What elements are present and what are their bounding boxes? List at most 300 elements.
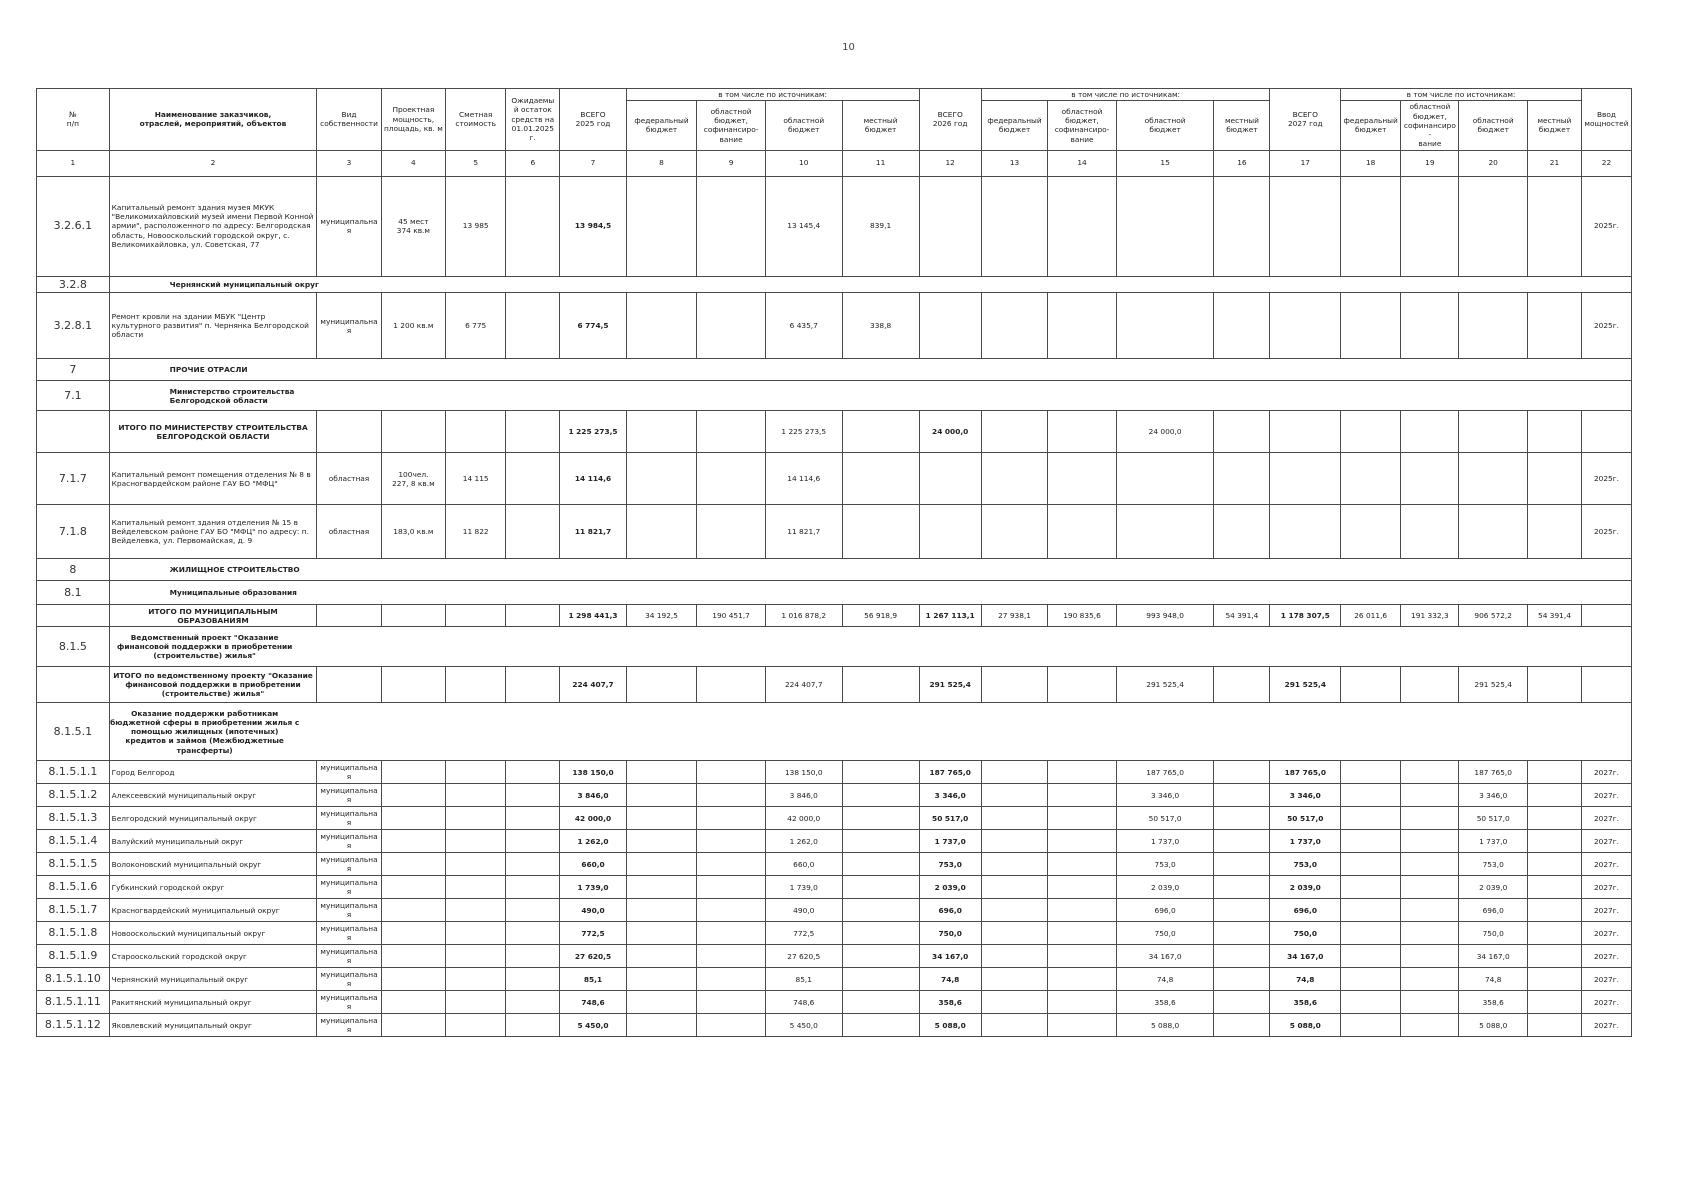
cell (1459, 453, 1528, 505)
cell (446, 1014, 506, 1037)
section-row (37, 359, 1632, 381)
row-number: 8.1.5.1.12 (37, 1014, 110, 1037)
cell: 13 985 (446, 176, 506, 276)
cell (506, 945, 560, 968)
cell: муниципальная (317, 853, 381, 876)
cell: 358,6 (1270, 991, 1341, 1014)
header-capacity: Проектная мощность, площадь, кв. м (381, 89, 445, 151)
cell (1048, 853, 1117, 876)
cell: муниципальная (317, 176, 381, 276)
cell (446, 411, 506, 453)
cell (1341, 761, 1401, 784)
cell: 191 332,3 (1401, 605, 1459, 627)
cell: 2027г. (1581, 899, 1631, 922)
cell (1048, 784, 1117, 807)
cell (981, 505, 1047, 559)
column-number: 7 (560, 150, 626, 176)
cell (981, 293, 1047, 359)
cell (1527, 176, 1581, 276)
row-name: Волоконовский муниципальный округ (109, 853, 317, 876)
header-remainder: Ожидаемы й остаток средств на 01.01.2025 г. (506, 89, 560, 151)
cell (842, 853, 919, 876)
cell (842, 411, 919, 453)
cell (1270, 293, 1341, 359)
cell: 1 178 307,5 (1270, 605, 1341, 627)
cell (506, 922, 560, 945)
cell (1341, 176, 1401, 276)
cell: 490,0 (765, 899, 842, 922)
cell (1214, 807, 1270, 830)
cell: 839,1 (842, 176, 919, 276)
cell (1527, 922, 1581, 945)
cell: 42 000,0 (560, 807, 626, 830)
row-number: 8.1 (37, 581, 110, 605)
cell: 1 739,0 (560, 876, 626, 899)
cell (1214, 876, 1270, 899)
cell: 54 391,4 (1214, 605, 1270, 627)
cell (1401, 1014, 1459, 1037)
table-row (37, 853, 1632, 876)
cell: 696,0 (1116, 899, 1214, 922)
cell: 2027г. (1581, 830, 1631, 853)
cell (1214, 830, 1270, 853)
cell (446, 899, 506, 922)
column-number: 17 (1270, 150, 1341, 176)
cell (506, 876, 560, 899)
cell (1214, 761, 1270, 784)
cell (842, 1014, 919, 1037)
cell: 187 765,0 (1459, 761, 1528, 784)
cell (1270, 453, 1341, 505)
cell (1048, 453, 1117, 505)
cell: 5 450,0 (560, 1014, 626, 1037)
column-number: 6 (506, 150, 560, 176)
cell (1116, 505, 1214, 559)
header-name: Наименование заказчиков, отраслей, мероприятий, объектов (109, 89, 317, 151)
cell: 291 525,4 (919, 667, 981, 703)
cell (842, 830, 919, 853)
cell (1341, 411, 1401, 453)
cell (981, 991, 1047, 1014)
cell (1401, 853, 1459, 876)
cell: 291 525,4 (1116, 667, 1214, 703)
cell: 56 918,9 (842, 605, 919, 627)
cell: 3 346,0 (1270, 784, 1341, 807)
cell (981, 968, 1047, 991)
header-oblcof-2027: областной бюджет, софинансиро- вание (1401, 101, 1459, 150)
column-number: 15 (1116, 150, 1214, 176)
cell (1048, 761, 1117, 784)
cell (697, 991, 766, 1014)
row-name: Капитальный ремонт здания отделения № 15 в Вейделевском районе ГАУ БО "МФЦ" по адресу: п. Вейделевка, ул. Первомайская, д. 9 (109, 505, 317, 559)
row-name: ИТОГО ПО МИНИСТЕРСТВУ СТРОИТЕЛЬСТВА БЕЛГОРОДСКОЙ ОБЛАСТИ (109, 411, 317, 453)
cell (381, 667, 445, 703)
column-number: 21 (1527, 150, 1581, 176)
row-name: Старооскольский городской округ (109, 945, 317, 968)
cell (1116, 293, 1214, 359)
cell (842, 667, 919, 703)
cell (1048, 807, 1117, 830)
cell (626, 991, 697, 1014)
cell (1401, 453, 1459, 505)
cell (1581, 667, 1631, 703)
cell (626, 505, 697, 559)
row-name: Министерство строительства Белгородской области (109, 381, 1631, 411)
column-number: 16 (1214, 150, 1270, 176)
cell: муниципальная (317, 1014, 381, 1037)
cell (626, 453, 697, 505)
row-number: 8.1.5 (37, 627, 110, 667)
table-row (37, 922, 1632, 945)
cell: 74,8 (1459, 968, 1528, 991)
table-row (37, 899, 1632, 922)
header-estimate: Сметная стоимость (446, 89, 506, 151)
cell: 6 435,7 (765, 293, 842, 359)
cell (626, 830, 697, 853)
row-number: 3.2.8.1 (37, 293, 110, 359)
cell: 5 450,0 (765, 1014, 842, 1037)
cell: 490,0 (560, 899, 626, 922)
cell: 11 821,7 (765, 505, 842, 559)
cell: 1 262,0 (560, 830, 626, 853)
cell (1214, 411, 1270, 453)
cell (981, 922, 1047, 945)
cell (626, 876, 697, 899)
cell: 2 039,0 (1459, 876, 1528, 899)
cell (1401, 945, 1459, 968)
page-number: 10 (842, 42, 855, 53)
cell: 187 765,0 (919, 761, 981, 784)
cell: 3 346,0 (919, 784, 981, 807)
row-number: 8.1.5.1.3 (37, 807, 110, 830)
cell: 3 846,0 (560, 784, 626, 807)
cell (1048, 176, 1117, 276)
cell (1341, 667, 1401, 703)
cell: 748,6 (560, 991, 626, 1014)
cell: 753,0 (1459, 853, 1528, 876)
cell (1214, 176, 1270, 276)
cell: 2 039,0 (1270, 876, 1341, 899)
cell: 2027г. (1581, 991, 1631, 1014)
header-mest-2027: местный бюджет (1527, 101, 1581, 150)
cell: 2025г. (1581, 453, 1631, 505)
cell (1527, 945, 1581, 968)
cell (317, 411, 381, 453)
cell (981, 784, 1047, 807)
table-row (37, 411, 1632, 453)
cell: 85,1 (560, 968, 626, 991)
cell (697, 293, 766, 359)
row-number: 8.1.5.1.8 (37, 922, 110, 945)
cell: 14 114,6 (560, 453, 626, 505)
cell (1527, 505, 1581, 559)
cell (1214, 991, 1270, 1014)
cell: 50 517,0 (1116, 807, 1214, 830)
table-row (37, 968, 1632, 991)
cell: 338,8 (842, 293, 919, 359)
cell (626, 945, 697, 968)
cell (506, 807, 560, 830)
cell (981, 176, 1047, 276)
header-group-2026: в том числе по источникам: (981, 89, 1270, 101)
cell: 85,1 (765, 968, 842, 991)
cell: 5 088,0 (1116, 1014, 1214, 1037)
cell (842, 807, 919, 830)
cell: муниципальная (317, 945, 381, 968)
cell: 50 517,0 (919, 807, 981, 830)
cell (1214, 293, 1270, 359)
cell: муниципальная (317, 968, 381, 991)
cell: областная (317, 505, 381, 559)
cell: 1 739,0 (765, 876, 842, 899)
cell (981, 899, 1047, 922)
table-row (37, 807, 1632, 830)
cell (381, 830, 445, 853)
cell: 2027г. (1581, 1014, 1631, 1037)
table-row (37, 876, 1632, 899)
cell (1459, 293, 1528, 359)
cell (506, 830, 560, 853)
header-oblcof-2026: областной бюджет, софинансиро- вание (1048, 101, 1117, 150)
row-name: Губкинский городской округ (109, 876, 317, 899)
row-name: Красногвардейский муниципальный округ (109, 899, 317, 922)
header-total-2027: ВСЕГО 2027 год (1270, 89, 1341, 151)
cell (981, 1014, 1047, 1037)
cell (1401, 807, 1459, 830)
cell: 34 167,0 (1459, 945, 1528, 968)
table-row (37, 945, 1632, 968)
cell (697, 784, 766, 807)
cell (1401, 899, 1459, 922)
section-row (37, 627, 1632, 667)
cell: 187 765,0 (1270, 761, 1341, 784)
cell (446, 968, 506, 991)
cell (1459, 505, 1528, 559)
cell (1048, 1014, 1117, 1037)
cell: 34 192,5 (626, 605, 697, 627)
cell (317, 667, 381, 703)
row-number: 3.2.6.1 (37, 176, 110, 276)
section-row (37, 703, 1632, 761)
cell: 2025г. (1581, 505, 1631, 559)
table-row (37, 991, 1632, 1014)
cell (381, 761, 445, 784)
cell (1527, 761, 1581, 784)
header-group-2027: в том числе по источникам: (1341, 89, 1582, 101)
table-row (37, 605, 1632, 627)
cell (1048, 293, 1117, 359)
column-number: 13 (981, 150, 1047, 176)
cell (1048, 945, 1117, 968)
cell: муниципальная (317, 899, 381, 922)
cell (506, 453, 560, 505)
cell (1048, 411, 1117, 453)
column-number: 19 (1401, 150, 1459, 176)
row-name: Валуйский муниципальный округ (109, 830, 317, 853)
cell (1214, 505, 1270, 559)
cell (446, 830, 506, 853)
cell (626, 411, 697, 453)
cell (981, 761, 1047, 784)
header-group-2025: в том числе по источникам: (626, 89, 919, 101)
cell (381, 991, 445, 1014)
cell: 2 039,0 (1116, 876, 1214, 899)
cell (1270, 411, 1341, 453)
row-name: Капитальный ремонт здания музея МКУК "Великомихайловский музей имени Первой Конной армии", расположенного по адресу: Белгородская область, Новооскольский городской округ, с. Великомихайловка, ул. Советская, 77 (109, 176, 317, 276)
cell (697, 1014, 766, 1037)
cell (446, 853, 506, 876)
cell (506, 899, 560, 922)
cell: муниципальная (317, 293, 381, 359)
cell (1116, 453, 1214, 505)
cell (1048, 876, 1117, 899)
row-number: 8.1.5.1.10 (37, 968, 110, 991)
cell (1527, 807, 1581, 830)
cell: 45 мест 374 кв.м (381, 176, 445, 276)
row-number (37, 667, 110, 703)
cell: 2025г. (1581, 176, 1631, 276)
cell (1401, 293, 1459, 359)
cell (697, 411, 766, 453)
header-obl-2027: областной бюджет (1459, 101, 1528, 150)
cell: 2027г. (1581, 784, 1631, 807)
cell (446, 876, 506, 899)
cell (446, 991, 506, 1014)
cell: 13 145,4 (765, 176, 842, 276)
column-number: 14 (1048, 150, 1117, 176)
row-number: 7.1.7 (37, 453, 110, 505)
cell (1527, 1014, 1581, 1037)
row-number: 8.1.5.1.1 (37, 761, 110, 784)
cell: 224 407,7 (765, 667, 842, 703)
cell (1401, 667, 1459, 703)
cell: 1 200 кв.м (381, 293, 445, 359)
cell (1401, 991, 1459, 1014)
cell (1401, 922, 1459, 945)
cell: 358,6 (919, 991, 981, 1014)
cell (506, 1014, 560, 1037)
cell (697, 807, 766, 830)
cell (1341, 505, 1401, 559)
row-name: Ракитянский муниципальный округ (109, 991, 317, 1014)
row-name: Город Белгород (109, 761, 317, 784)
cell: 5 088,0 (1459, 1014, 1528, 1037)
cell: 1 225 273,5 (765, 411, 842, 453)
cell (626, 761, 697, 784)
cell (381, 605, 445, 627)
cell (1527, 293, 1581, 359)
cell (1341, 453, 1401, 505)
cell (317, 605, 381, 627)
cell: 42 000,0 (765, 807, 842, 830)
cell (1270, 505, 1341, 559)
cell (1214, 667, 1270, 703)
cell (697, 761, 766, 784)
row-name: Муниципальные образования (109, 581, 1631, 605)
row-number: 8.1.5.1.4 (37, 830, 110, 853)
cell: муниципальная (317, 922, 381, 945)
cell (1401, 830, 1459, 853)
cell: 2 039,0 (919, 876, 981, 899)
column-number: 2 (109, 150, 317, 176)
table-row (37, 667, 1632, 703)
cell: 2027г. (1581, 761, 1631, 784)
cell: 14 115 (446, 453, 506, 505)
cell: 6 775 (446, 293, 506, 359)
cell: 24 000,0 (1116, 411, 1214, 453)
cell: 3 346,0 (1459, 784, 1528, 807)
cell: 138 150,0 (560, 761, 626, 784)
cell: 5 088,0 (919, 1014, 981, 1037)
cell: 696,0 (1270, 899, 1341, 922)
cell: 3 846,0 (765, 784, 842, 807)
cell: 1 267 113,1 (919, 605, 981, 627)
cell: 772,5 (560, 922, 626, 945)
cell: 138 150,0 (765, 761, 842, 784)
section-row (37, 581, 1632, 605)
cell: муниципальная (317, 830, 381, 853)
row-number: 7 (37, 359, 110, 381)
cell: 224 407,7 (560, 667, 626, 703)
cell (981, 876, 1047, 899)
cell (1341, 945, 1401, 968)
cell (842, 945, 919, 968)
cell: 1 225 273,5 (560, 411, 626, 453)
cell: 753,0 (1270, 853, 1341, 876)
row-name: Новооскольский муниципальный округ (109, 922, 317, 945)
cell (626, 1014, 697, 1037)
cell: 291 525,4 (1270, 667, 1341, 703)
cell (981, 830, 1047, 853)
cell (697, 453, 766, 505)
cell: 11 822 (446, 505, 506, 559)
cell (381, 784, 445, 807)
cell: 50 517,0 (1270, 807, 1341, 830)
cell (1527, 830, 1581, 853)
table-row (37, 830, 1632, 853)
table-row (37, 176, 1632, 276)
cell (626, 968, 697, 991)
cell (697, 667, 766, 703)
cell: 748,6 (765, 991, 842, 1014)
cell: 291 525,4 (1459, 667, 1528, 703)
row-number: 8.1.5.1.6 (37, 876, 110, 899)
cell (1048, 667, 1117, 703)
row-name: ЖИЛИЩНОЕ СТРОИТЕЛЬСТВО (109, 559, 1631, 581)
cell (506, 853, 560, 876)
row-number: 7.1.8 (37, 505, 110, 559)
cell (506, 761, 560, 784)
cell (1527, 876, 1581, 899)
cell (919, 453, 981, 505)
cell: 5 088,0 (1270, 1014, 1341, 1037)
cell (626, 176, 697, 276)
cell: 1 737,0 (919, 830, 981, 853)
cell: 3 346,0 (1116, 784, 1214, 807)
cell (1048, 899, 1117, 922)
row-name: ИТОГО ПО МУНИЦИПАЛЬНЫМ ОБРАЗОВАНИЯМ (109, 605, 317, 627)
row-number (37, 605, 110, 627)
cell (381, 945, 445, 968)
cell (981, 853, 1047, 876)
cell (446, 667, 506, 703)
section-description: Оказание поддержки работникам бюджетной сферы в приобретении жилья с помощью жилищных (ипотечных) кредитов и займов (Межбюджетные трансферты) (110, 708, 300, 755)
cell (1401, 411, 1459, 453)
cell: 696,0 (919, 899, 981, 922)
cell (506, 784, 560, 807)
cell (981, 667, 1047, 703)
row-number: 8.1.5.1.9 (37, 945, 110, 968)
